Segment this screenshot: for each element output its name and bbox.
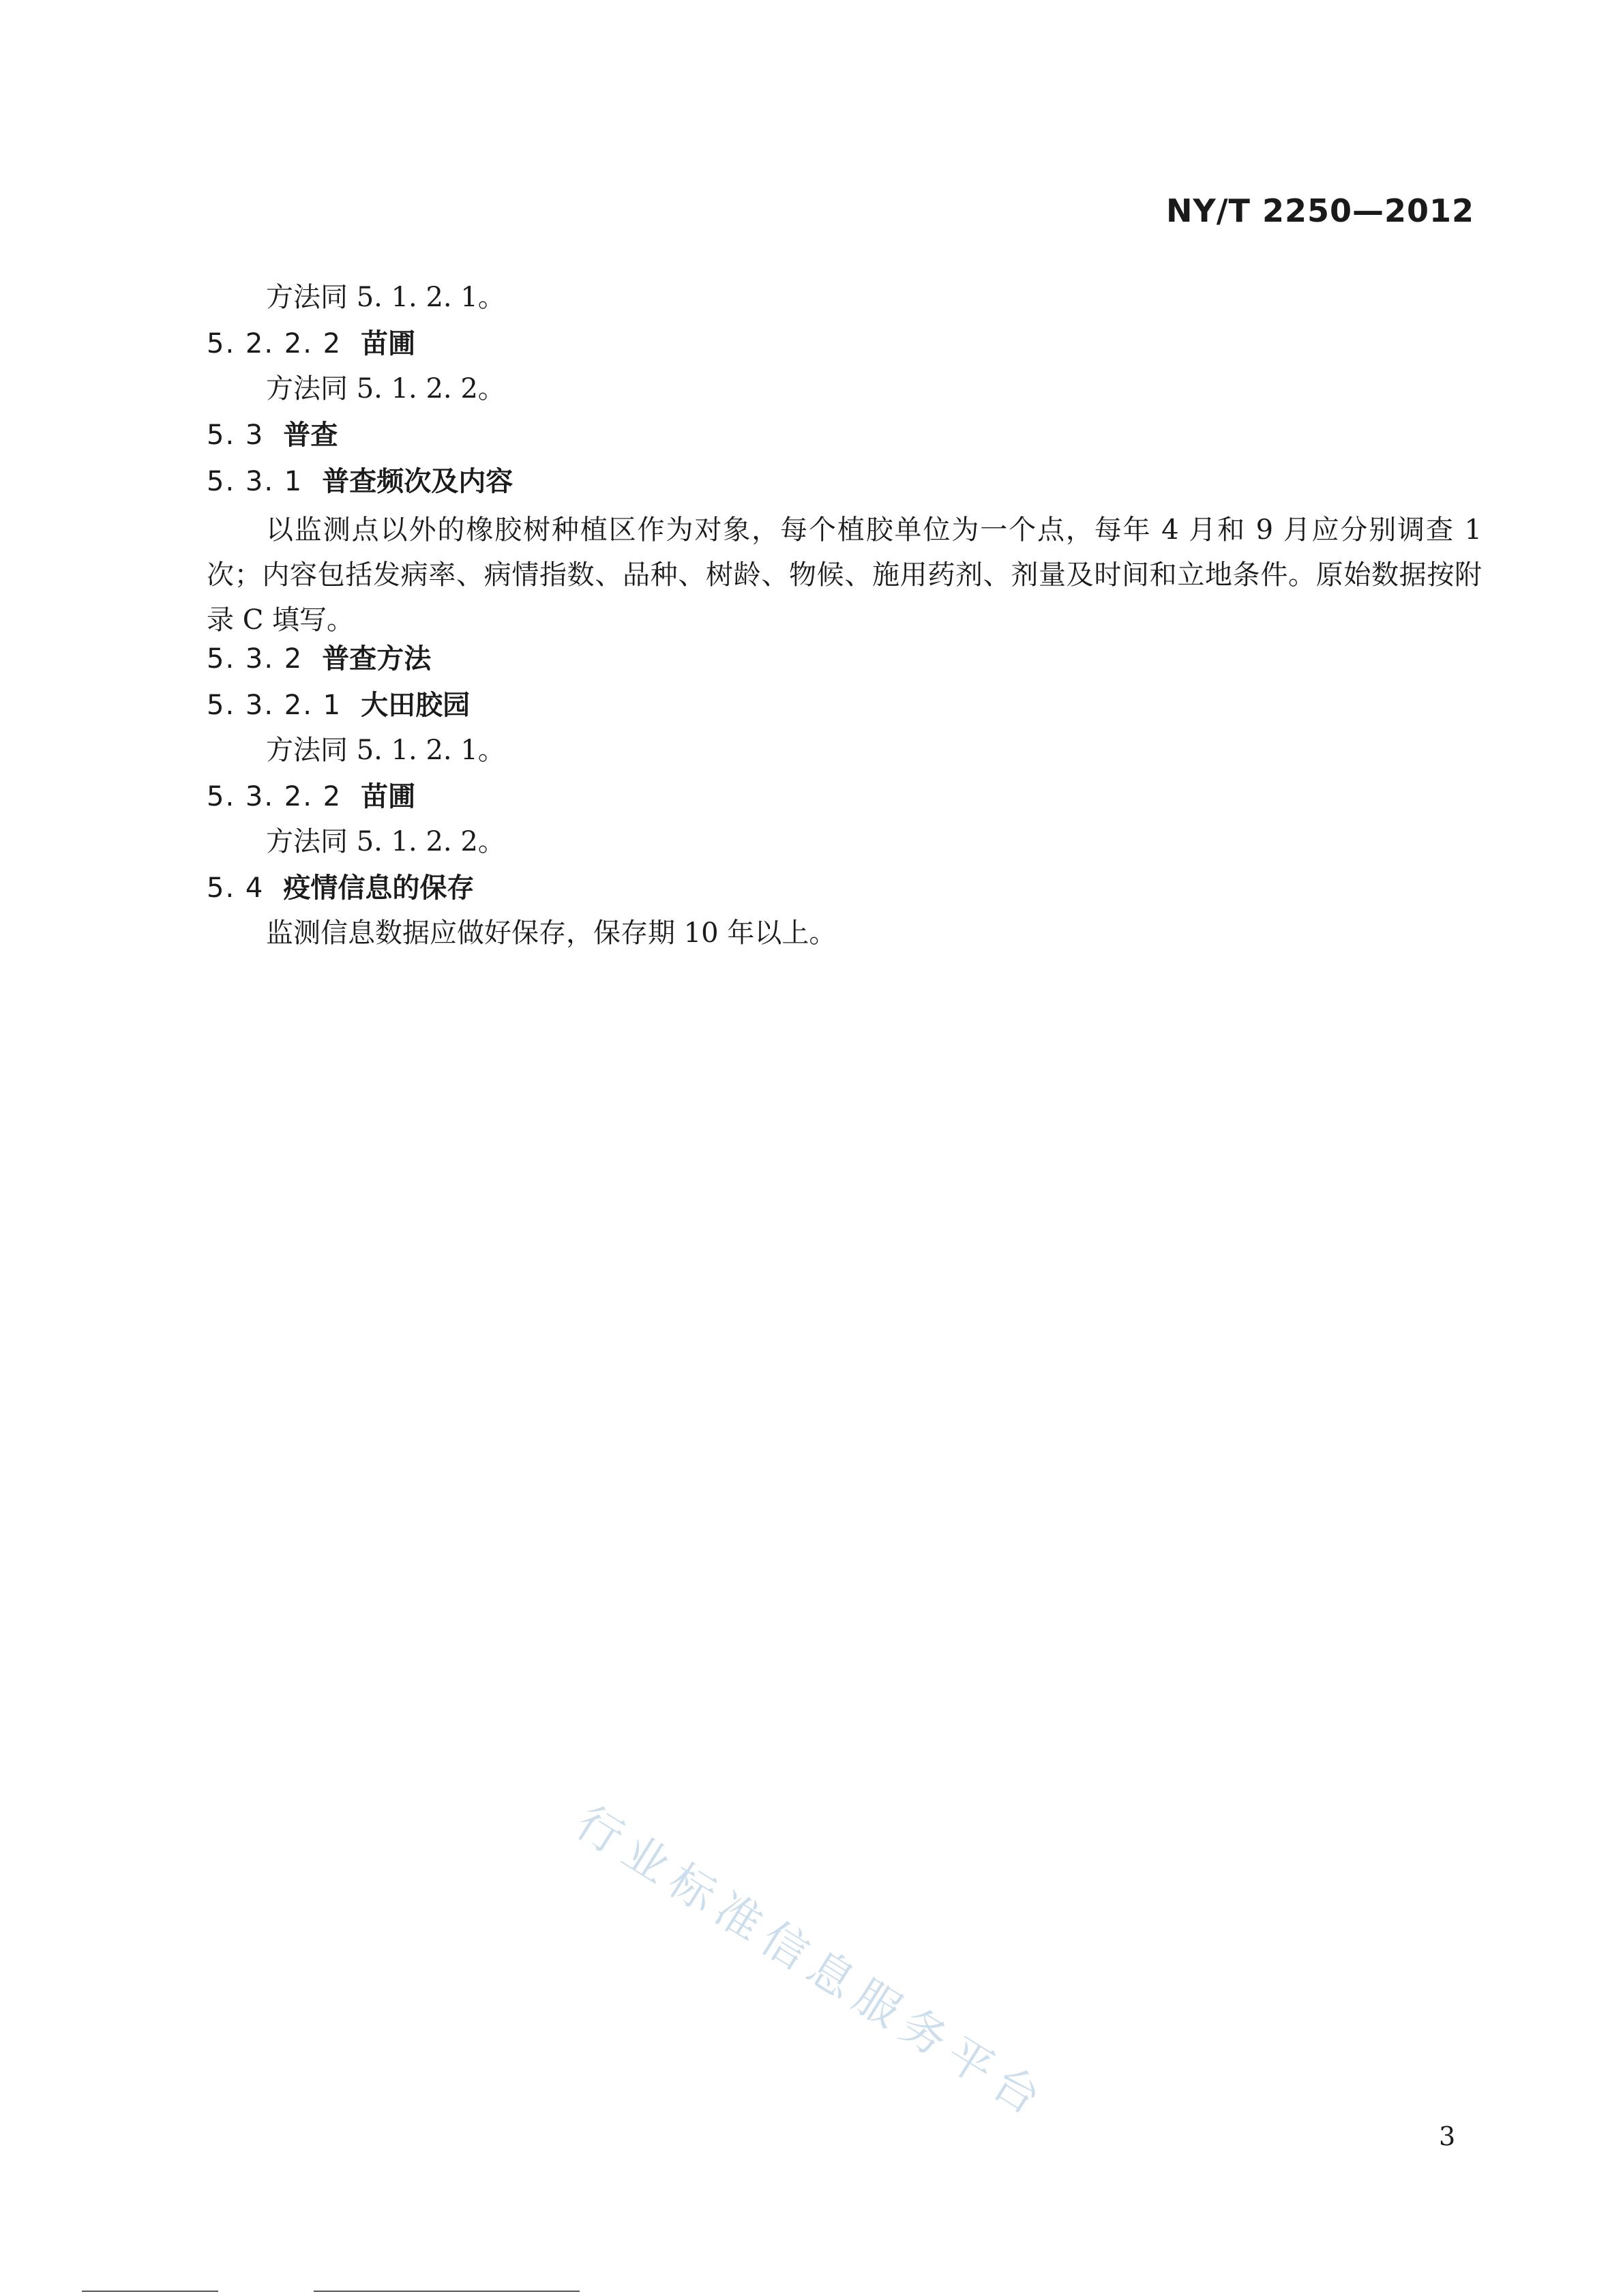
footer-rule [82, 2291, 218, 2292]
section-number: 5. 3. 2. 1 [207, 690, 342, 721]
section-number: 5. 3 [207, 420, 265, 451]
footer-rule [314, 2291, 580, 2292]
section-title: 大田胶园 [361, 690, 471, 721]
data-retention-line: 监测信息数据应做好保存，保存期 10 年以上。 [266, 917, 837, 949]
watermark: 行业标准信息服务平台 [567, 1795, 1058, 2130]
standard-code: NY/T 2250—2012 [1165, 192, 1474, 229]
section-title: 普查 [283, 420, 338, 451]
section-number: 5. 3. 1 [207, 466, 303, 497]
section-title: 疫情信息的保存 [283, 872, 475, 904]
section-heading-5-3-2 [207, 638, 431, 679]
section-heading-5-4 [207, 868, 474, 909]
section-heading-5-3-2-2 [207, 776, 415, 817]
section-title: 普查方法 [322, 643, 432, 675]
section-title: 苗圃 [361, 781, 416, 812]
section-title: 普查频次及内容 [322, 466, 513, 497]
page-number: 3 [1439, 2121, 1456, 2151]
method-reference-line: 方法同 5. 1. 2. 1。 [266, 735, 505, 766]
method-reference-line: 方法同 5. 1. 2. 2。 [266, 826, 505, 857]
method-reference-line: 方法同 5. 1. 2. 1。 [266, 282, 505, 313]
section-number: 5. 4 [207, 872, 265, 904]
section-heading-5-3-2-1 [207, 685, 470, 726]
section-number: 5. 3. 2 [207, 643, 303, 675]
section-number: 5. 3. 2. 2 [207, 781, 342, 812]
section-heading-5-2-2-2 [207, 323, 415, 364]
section-title: 苗圃 [361, 328, 416, 359]
section-heading-5-3-1 [207, 461, 513, 502]
section-heading-5-3 [207, 415, 338, 456]
method-reference-line: 方法同 5. 1. 2. 2。 [266, 373, 505, 404]
paragraph-survey-content: 以监测点以外的橡胶树种植区作为对象，每个植胶单位为一个点，每年 4 月和 9 月应分别调查 1 次；内容包括发病率、病情指数、品种、树龄、物候、施用药剂、剂量及时间和立地条件。原始数据按附录 C 填写。 [207, 514, 1482, 636]
section-number: 5. 2. 2. 2 [207, 328, 342, 359]
